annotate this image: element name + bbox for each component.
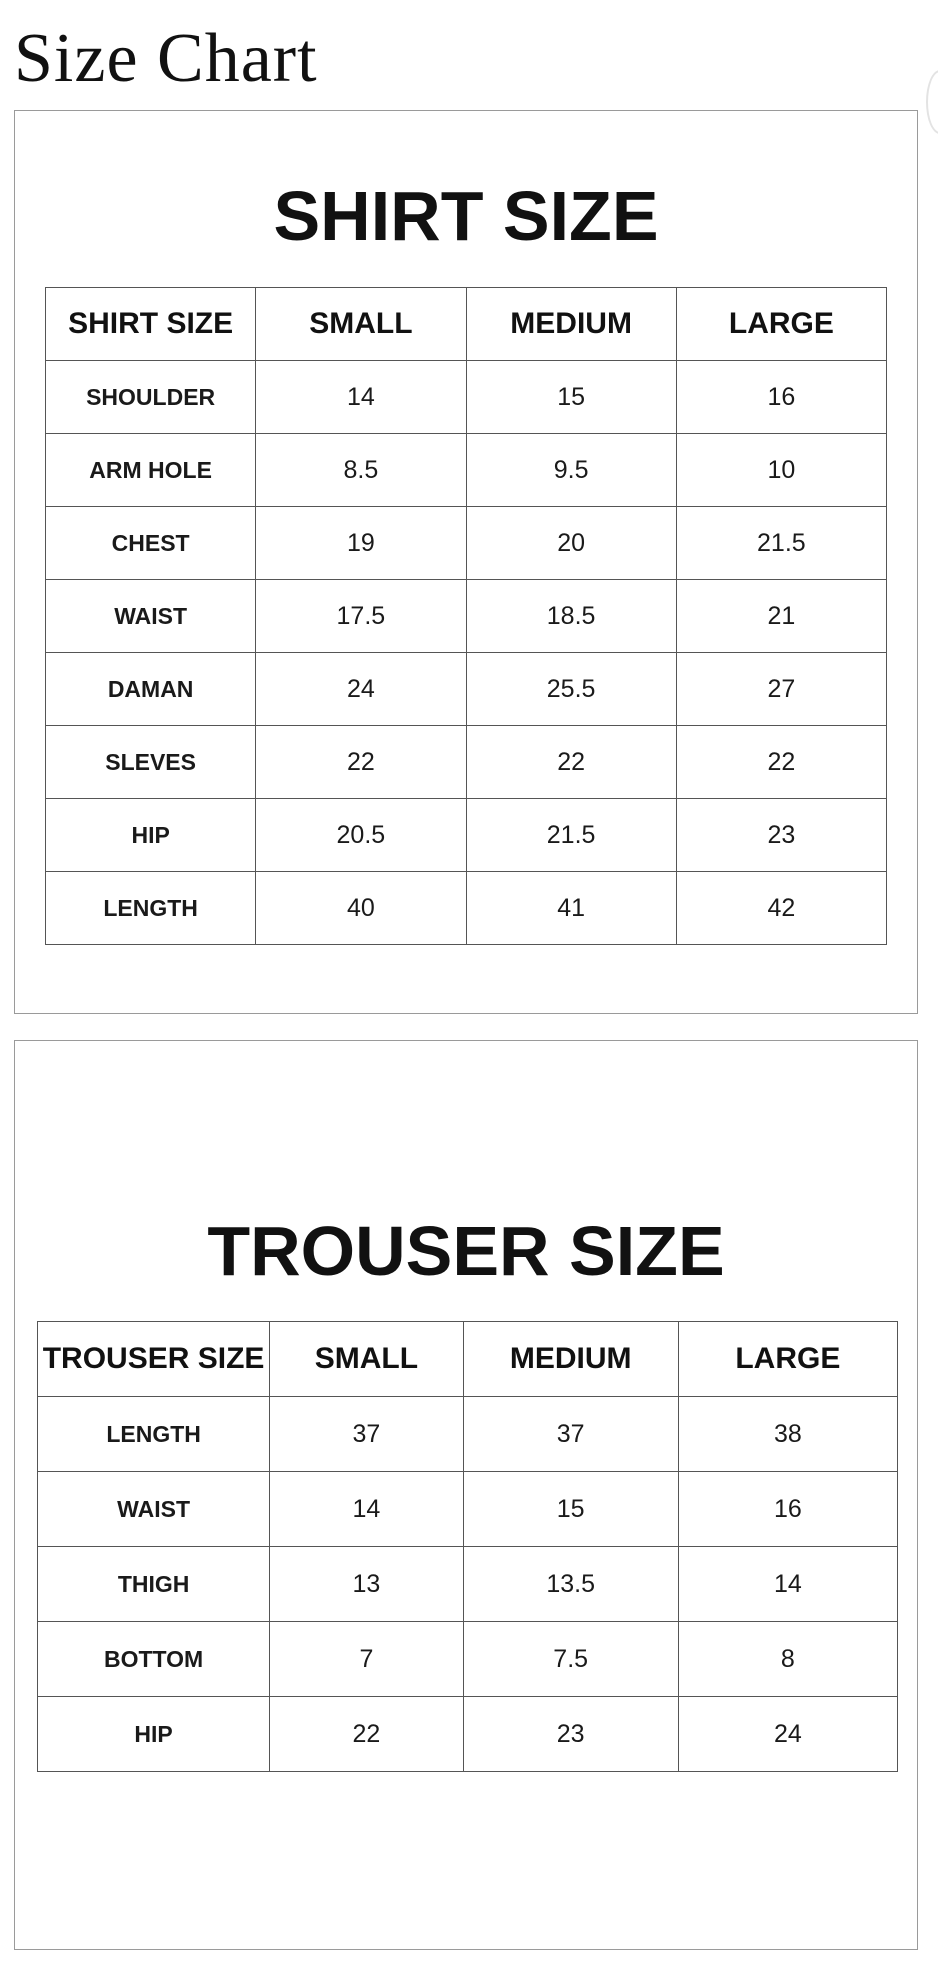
row-label: SHOULDER <box>46 361 256 434</box>
table-row <box>46 799 887 872</box>
table-cell: 14 <box>678 1547 897 1622</box>
table-cell: 16 <box>676 361 886 434</box>
row-label: LENGTH <box>46 872 256 945</box>
trouser-size-panel <box>14 1040 918 1950</box>
table-row <box>38 1547 898 1622</box>
row-label: BOTTOM <box>38 1622 270 1697</box>
table-cell: 22 <box>256 726 466 799</box>
trouser-size-heading: TROUSER SIZE <box>207 1212 725 1290</box>
table-cell: 22 <box>466 726 676 799</box>
column-header: TROUSER SIZE <box>38 1322 270 1397</box>
table-cell: 37 <box>463 1397 678 1472</box>
table-cell: 7 <box>270 1622 464 1697</box>
table-row <box>46 507 887 580</box>
row-label: ARM HOLE <box>46 434 256 507</box>
table-row <box>38 1397 898 1472</box>
table-cell: 27 <box>676 653 886 726</box>
table-cell: 14 <box>270 1472 464 1547</box>
column-header: MEDIUM <box>463 1322 678 1397</box>
column-header: SHIRT SIZE <box>46 288 256 361</box>
table-header-row <box>46 288 887 361</box>
table-cell: 10 <box>676 434 886 507</box>
table-row <box>38 1622 898 1697</box>
table-row <box>46 361 887 434</box>
table-cell: 20.5 <box>256 799 466 872</box>
table-cell: 23 <box>676 799 886 872</box>
table-cell: 38 <box>678 1397 897 1472</box>
row-label: WAIST <box>38 1472 270 1547</box>
table-cell: 19 <box>256 507 466 580</box>
table-cell: 42 <box>676 872 886 945</box>
row-label: HIP <box>46 799 256 872</box>
table-cell: 15 <box>463 1472 678 1547</box>
table-cell: 37 <box>270 1397 464 1472</box>
column-header: SMALL <box>270 1322 464 1397</box>
table-cell: 13 <box>270 1547 464 1622</box>
table-cell: 8.5 <box>256 434 466 507</box>
table-cell: 22 <box>270 1697 464 1772</box>
table-cell: 21.5 <box>676 507 886 580</box>
trouser-size-table <box>37 1321 898 1772</box>
table-row <box>46 872 887 945</box>
table-cell: 22 <box>676 726 886 799</box>
table-cell: 16 <box>678 1472 897 1547</box>
row-label: LENGTH <box>38 1397 270 1472</box>
table-cell: 17.5 <box>256 580 466 653</box>
table-header-row <box>38 1322 898 1397</box>
table-cell: 9.5 <box>466 434 676 507</box>
table-row <box>46 653 887 726</box>
table-cell: 21.5 <box>466 799 676 872</box>
table-cell: 41 <box>466 872 676 945</box>
row-label: CHEST <box>46 507 256 580</box>
column-header: MEDIUM <box>466 288 676 361</box>
table-cell: 18.5 <box>466 580 676 653</box>
table-cell: 7.5 <box>463 1622 678 1697</box>
table-row <box>38 1472 898 1547</box>
shirt-size-table <box>45 287 887 945</box>
table-cell: 25.5 <box>466 653 676 726</box>
shirt-size-panel <box>14 110 918 1014</box>
shirt-size-heading: SHIRT SIZE <box>273 177 659 255</box>
table-cell: 40 <box>256 872 466 945</box>
table-cell: 24 <box>678 1697 897 1772</box>
page-title: Size Chart <box>14 20 318 97</box>
column-header: LARGE <box>676 288 886 361</box>
table-cell: 8 <box>678 1622 897 1697</box>
column-header: LARGE <box>678 1322 897 1397</box>
column-header: SMALL <box>256 288 466 361</box>
table-row <box>46 580 887 653</box>
row-label: HIP <box>38 1697 270 1772</box>
edge-decoration <box>926 70 938 134</box>
table-cell: 21 <box>676 580 886 653</box>
table-row <box>46 726 887 799</box>
row-label: WAIST <box>46 580 256 653</box>
row-label: SLEVES <box>46 726 256 799</box>
row-label: THIGH <box>38 1547 270 1622</box>
table-cell: 13.5 <box>463 1547 678 1622</box>
table-row <box>38 1697 898 1772</box>
row-label: DAMAN <box>46 653 256 726</box>
table-cell: 24 <box>256 653 466 726</box>
table-cell: 15 <box>466 361 676 434</box>
table-cell: 14 <box>256 361 466 434</box>
table-row <box>46 434 887 507</box>
table-cell: 23 <box>463 1697 678 1772</box>
table-cell: 20 <box>466 507 676 580</box>
